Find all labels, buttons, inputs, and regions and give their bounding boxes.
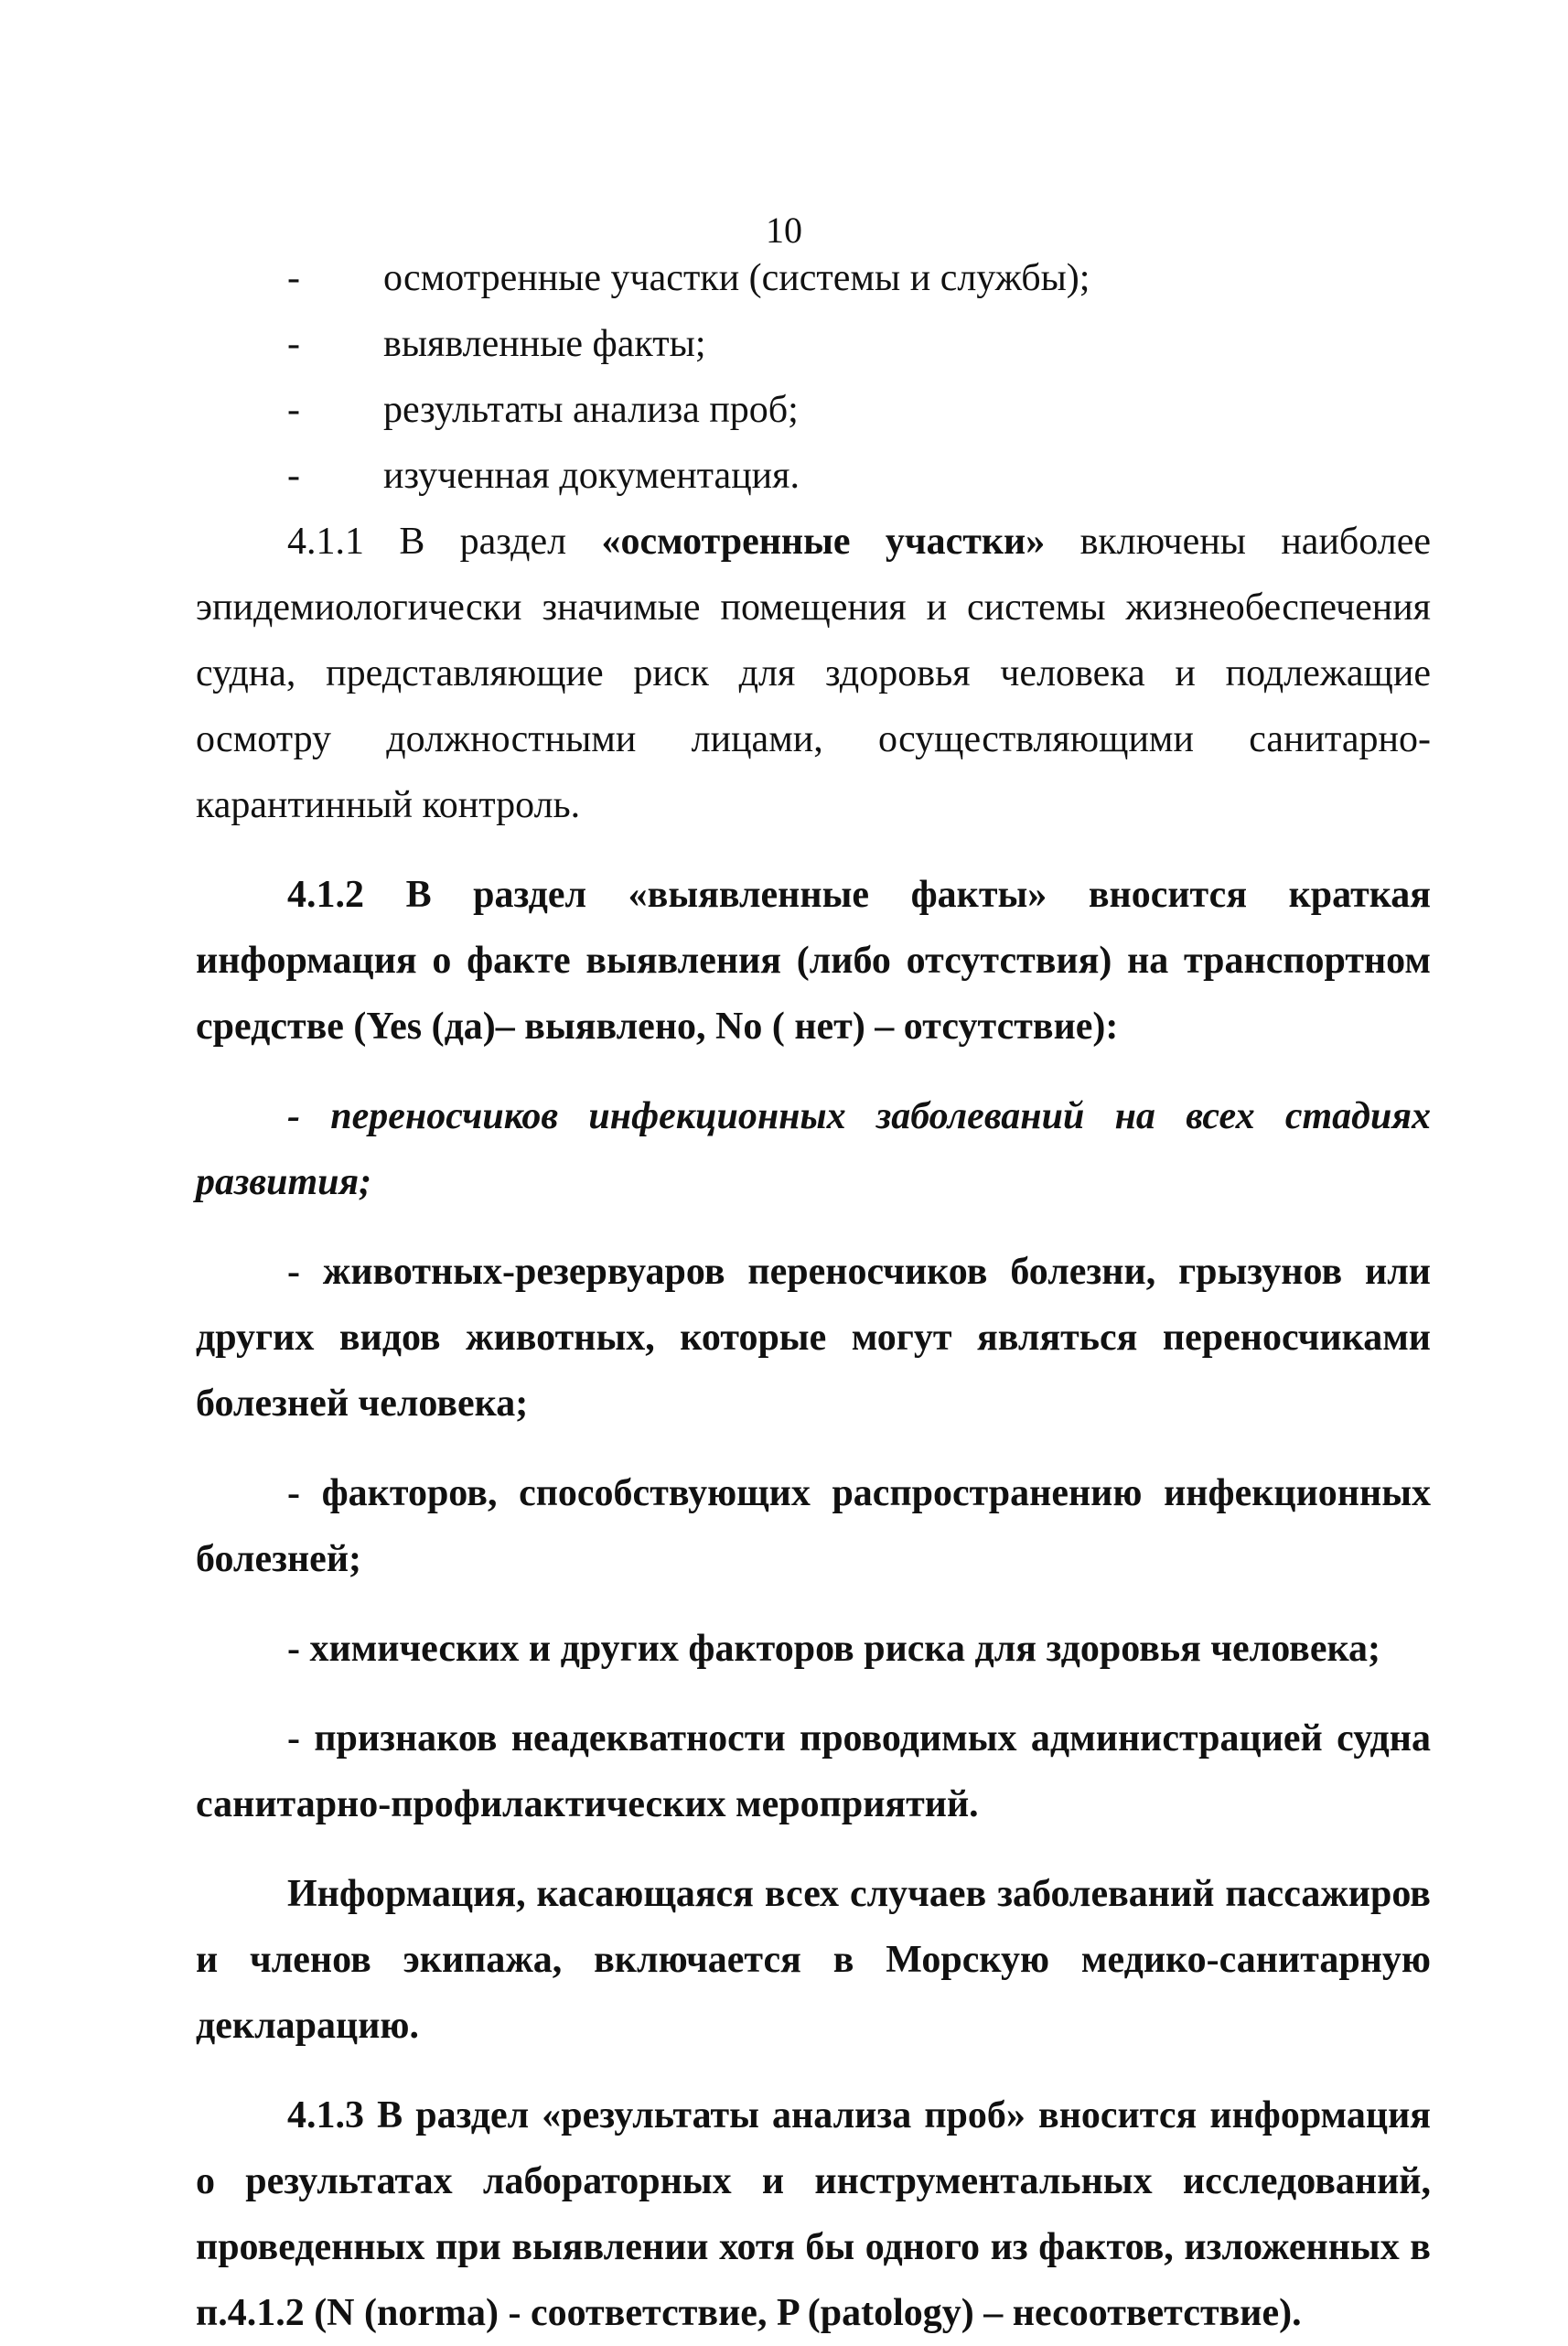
list-dash: -: [287, 389, 300, 431]
list-dash: -: [287, 455, 300, 497]
paragraph-4-1-1: [196, 509, 1431, 838]
fact-item: - признаков неадекватности проводимых администрацией судна санитарно-профилактических мероприятий.: [196, 1717, 1431, 1825]
list-dash: -: [287, 257, 300, 299]
list-item-text: выявленные факты;: [383, 323, 706, 365]
list-item-text: осмотренные участки (системы и службы);: [383, 257, 1090, 299]
list-dash: -: [287, 323, 300, 365]
section-term: «результаты анализа проб»: [542, 2094, 1026, 2136]
paragraph-4-1-2: [196, 862, 1431, 1060]
paragraph-text: включены наиболее эпидемиологически значимые помещения и системы жизнеобеспечения судна, представляющие риск для здоровья человека и подлежащие осмотру должностными лицами, осуществляющими санитарно-карантинный контроль.: [196, 521, 1431, 826]
fact-item: - химических и других факторов риска для здоровья человека;: [287, 1628, 1381, 1670]
fact-item: - факторов, способствующих распространению инфекционных болезней;: [196, 1472, 1431, 1580]
paragraph-4-1-3: [196, 2082, 1431, 2346]
list-item: [196, 443, 1431, 509]
inspection-sections-list: [196, 245, 1431, 509]
fact-item: - переносчиков инфекционных заболеваний на всех стадиях развития;: [196, 1095, 1431, 1203]
document-body: [196, 245, 1431, 2346]
fact-item: - животных-резервуаров переносчиков болезни, грызунов или других видов животных, которые могут являться переносчиками болезней человека;: [196, 1251, 1431, 1425]
list-item: [196, 311, 1431, 377]
list-item: [196, 245, 1431, 311]
paragraph-text: вносится краткая информация о факте выявления (либо отсутствия) на транспортном средстве (Yes (да)– выявлено, No ( нет) – отсутствие):: [196, 874, 1431, 1048]
paragraph-text: вносится информация о результатах лабораторных и инструментальных исследований, проведенных при выявлении хотя бы одного из фактов, изложенных в п.4.1.2 (N (norma) - соответствие, P (patology) – несоответствие).: [196, 2094, 1431, 2334]
paragraph-lead: 4.1.3 В раздел: [287, 2094, 542, 2136]
page-number: 10: [766, 210, 802, 251]
paragraph-info: Информация, касающаяся всех случаев заболеваний пассажиров и членов экипажа, включается в Морскую медико-санитарную декларацию.: [196, 1873, 1431, 2047]
section-term: «осмотренные участки»: [601, 521, 1046, 563]
paragraph-lead: 4.1.1 В раздел: [287, 521, 602, 563]
section-term: «выявленные факты»: [628, 874, 1047, 916]
list-item-text: результаты анализа проб;: [383, 389, 799, 431]
paragraph-lead: 4.1.2 В раздел: [287, 874, 628, 916]
list-item: [196, 377, 1431, 443]
list-item-text: изученная документация.: [383, 455, 800, 497]
